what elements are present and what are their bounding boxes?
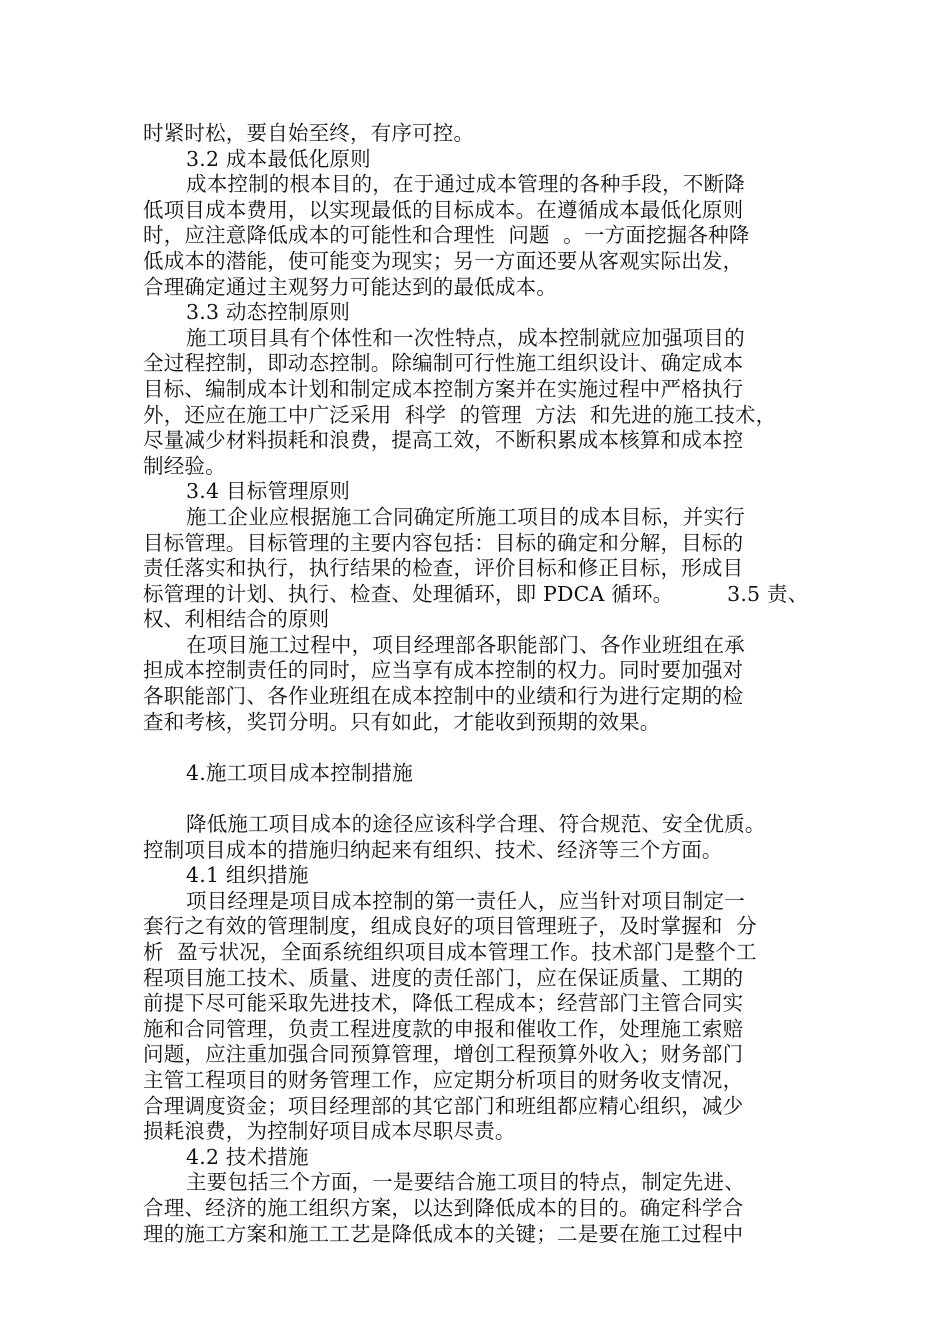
document-body (143, 121, 833, 1247)
text-line: 控制项目成本的措施归纳起来有组织、技术、经济等三个方面。 (143, 837, 723, 862)
text-line: 3.4 目标管理原则 (186, 479, 351, 504)
text-line: 权、利相结合的原则 (143, 607, 330, 632)
text-line: 时紧时松，要自始至终，有序可控。 (143, 121, 475, 145)
text-line: 降低施工项目成本的途径应该科学合理、符合规范、安全优质。 (186, 812, 766, 837)
text-line: 目标管理。目标管理的主要内容包括：目标的确定和分解，目标的 (143, 530, 744, 555)
text-line: 时，应注意降低成本的可能性和合理性 问题 。一方面挖掘各种降 (143, 223, 750, 248)
text-line: 析 盈亏状况，全面系统组织项目成本管理工作。技术部门是整个工 (143, 940, 757, 964)
text-line: 外，还应在施工中广泛采用 科学 的管理 方法 和先进的施工技术， (143, 402, 777, 427)
text-line: 低成本的潜能，使可能变为现实；另一方面还要从客观实际出发， (143, 248, 744, 273)
text-line: 担成本控制责任的同时，应当享有成本控制的权力。同时要加强对 (143, 658, 744, 683)
text-line: 理的施工方案和施工工艺是降低成本的关键；二是要在施工过程中 (143, 1221, 744, 1246)
text-line: 标管理的计划、执行、检查、处理循环，即 PDCA 循环。 3.5 责、 (143, 581, 809, 606)
text-line: 损耗浪费，为控制好项目成本尽职尽责。 (143, 1119, 516, 1144)
text-line: 施和合同管理，负责工程进度款的申报和催收工作，处理施工索赔 (143, 1016, 744, 1041)
text-line: 4.2 技术措施 (186, 1144, 309, 1169)
text-line: 施工企业应根据施工合同确定所施工项目的成本目标，并实行 (186, 504, 745, 529)
text-line: 4.1 组织措施 (186, 863, 309, 888)
text-line: 项目经理是项目成本控制的第一责任人，应当针对项目制定一 (186, 888, 745, 913)
text-line: 问题，应注重加强合同预算管理，增创工程预算外收入；财务部门 (143, 1042, 744, 1067)
text-line: 成本控制的根本目的，在于通过成本管理的各种手段，不断降 (186, 172, 745, 197)
text-line: 程项目施工技术、质量、进度的责任部门，应在保证质量、工期的 (143, 965, 744, 990)
text-line: 在项目施工过程中，项目经理部各职能部门、各作业班组在承 (186, 632, 745, 657)
text-line: 3.2 成本最低化原则 (186, 146, 371, 171)
text-line: 低项目成本费用，以实现最低的目标成本。在遵循成本最低化原则 (143, 197, 744, 222)
text-line: 责任落实和执行，执行结果的检查，评价目标和修正目标，形成目 (143, 556, 744, 581)
text-line: 合理确定通过主观努力可能达到的最低成本。 (143, 274, 557, 299)
text-line: 主管工程项目的财务管理工作，应定期分析项目的财务收支情况， (143, 1067, 744, 1092)
text-line: 套行之有效的管理制度，组成良好的项目管理班子，及时掌握和 分 (143, 914, 757, 939)
text-line: 目标、编制成本计划和制定成本控制方案并在实施过程中严格执行 (143, 376, 744, 401)
text-line: 查和考核，奖罚分明。只有如此，才能收到预期的效果。 (143, 709, 661, 734)
text-line: 合理调度资金；项目经理部的其它部门和班组都应精心组织，减少 (143, 1093, 744, 1118)
text-line: 尽量减少材料损耗和浪费，提高工效，不断积累成本核算和成本控 (143, 428, 744, 453)
text-line: 各职能部门、各作业班组在成本控制中的业绩和行为进行定期的检 (143, 684, 744, 709)
text-line: 全过程控制，即动态控制。除编制可行性施工组织设计、确定成本 (143, 351, 744, 376)
text-line: 施工项目具有个体性和一次性特点，成本控制就应加强项目的 (186, 325, 745, 350)
text-line: 3.3 动态控制原则 (186, 300, 351, 325)
text-line: 前提下尽可能采取先进技术，降低工程成本；经营部门主管合同实 (143, 991, 744, 1016)
text-line: 合理、经济的施工组织方案，以达到降低成本的目的。确定科学合 (143, 1195, 744, 1220)
text-line: 4.施工项目成本控制措施 (186, 760, 413, 785)
blank-line (143, 786, 833, 812)
blank-line (143, 735, 833, 761)
text-line: 制经验。 (143, 453, 226, 478)
text-line: 主要包括三个方面，一是要结合施工项目的特点，制定先进、 (186, 1170, 745, 1195)
